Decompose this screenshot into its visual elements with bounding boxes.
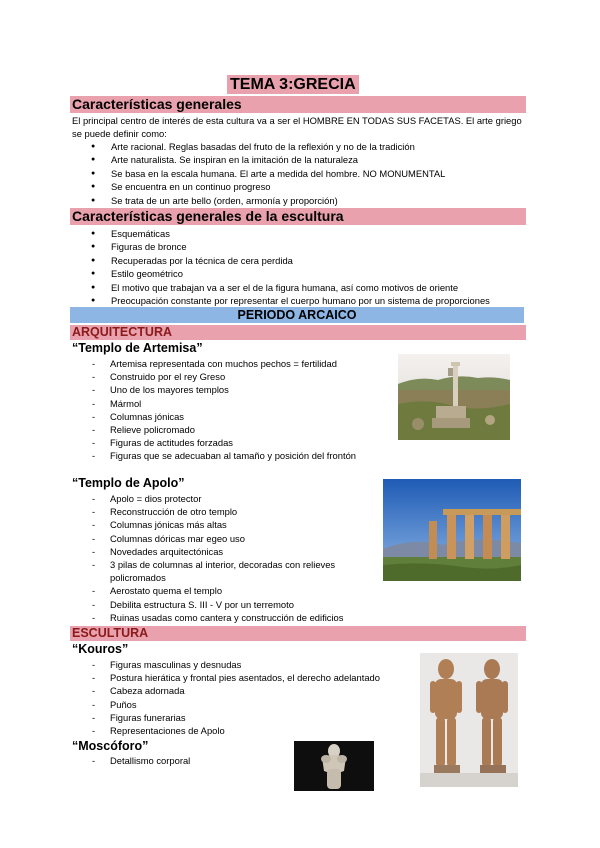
kouros-list [90, 658, 380, 737]
kouros-photo [420, 653, 518, 787]
list-item: - Construido por el rey Greso [90, 370, 356, 383]
list-item: ● Figuras de bronce [91, 240, 490, 253]
list-item: - Cabeza adornada [90, 684, 380, 697]
list-item: - Reconstrucción de otro templo [90, 505, 365, 518]
list-item: ● Esquemáticas [91, 227, 490, 240]
list-item: - Columnas dóricas mar egeo uso [90, 532, 365, 545]
list-item: ● Estilo geométrico [91, 267, 490, 280]
artemisa-list [90, 357, 356, 463]
list-item: - Uno de los mayores templos [90, 383, 356, 396]
templo-artemisa-photo [398, 354, 510, 440]
section-heading-escultura-general: Características generales de la escultura [70, 208, 526, 225]
arquitectura-heading: ARQUITECTURA [70, 325, 526, 340]
list-item: - Columnas jónicas más altas [90, 518, 365, 531]
list-item: - Apolo = dios protector [90, 492, 365, 505]
list-item: - Mármol [90, 397, 356, 410]
moscoforo-title: “Moscóforo” [72, 739, 149, 753]
list-item: ● El motivo que trabajan va a ser el de la figura humana, así como motivos de oriente [91, 281, 490, 294]
list-item: - Figuras de actitudes forzadas [90, 436, 356, 449]
list-item: ● Arte racional. Reglas basadas del fruto de la reflexión y no de la tradición [91, 140, 445, 153]
templo-apolo-photo [383, 479, 521, 581]
list-item: - Columnas jónicas [90, 410, 356, 423]
list-item: ● Se encuentra en un continuo progreso [91, 180, 445, 193]
list-item: - Puños [90, 698, 380, 711]
moscoforo-photo [294, 741, 374, 791]
list-item: ● Se trata de un arte bello (orden, armonía y proporción) [91, 194, 445, 207]
caracteristicas-list [91, 140, 445, 207]
list-item: - 3 pilas de columnas al interior, decoradas con relieves policromados [90, 558, 365, 584]
list-item: - Detallismo corporal [90, 754, 190, 767]
escultura-heading: ESCULTURA [70, 626, 526, 641]
section-heading-caracteristicas: Características generales [70, 96, 526, 113]
periodo-heading: PERIODO ARCAICO [70, 307, 524, 323]
escultura-general-list [91, 227, 490, 307]
list-item: - Postura hierática y frontal pies asentados, el derecho adelantado [90, 671, 380, 684]
intro-paragraph: El principal centro de interés de esta cultura va a ser el HOMBRE EN TODAS SUS FACETAS. El arte griego se puede definir como: [72, 115, 522, 139]
templo-apolo-title: “Templo de Apolo” [72, 476, 185, 490]
moscoforo-list [90, 754, 190, 767]
list-item: - Figuras masculinas y desnudas [90, 658, 380, 671]
list-item: - Ruinas usadas como cantera y construcción de edificios [90, 611, 365, 624]
list-item: - Figuras que se adecuaban al tamaño y posición del frontón [90, 449, 356, 462]
list-item: ● Se basa en la escala humana. El arte a medida del hombre. NO MONUMENTAL [91, 167, 445, 180]
list-item: ● Arte naturalista. Se inspiran en la imitación de la naturaleza [91, 153, 445, 166]
templo-artemisa-title: “Templo de Artemisa” [72, 341, 203, 355]
list-item: - Novedades arquitectónicas [90, 545, 365, 558]
page-title: TEMA 3:GRECIA [227, 75, 359, 94]
list-item: - Debilita estructura S. III - V por un terremoto [90, 598, 365, 611]
list-item: ● Recuperadas por la técnica de cera perdida [91, 254, 490, 267]
list-item: - Aerostato quema el templo [90, 584, 365, 597]
list-item: - Representaciones de Apolo [90, 724, 380, 737]
list-item: - Figuras funerarias [90, 711, 380, 724]
list-item: - Artemisa representada con muchos pechos = fertilidad [90, 357, 356, 370]
list-item: - Relieve policromado [90, 423, 356, 436]
kouros-title: “Kouros” [72, 642, 129, 656]
apolo-list [90, 492, 365, 624]
list-item: ● Preocupación constante por representar el cuerpo humano por un sistema de proporciones [91, 294, 490, 307]
